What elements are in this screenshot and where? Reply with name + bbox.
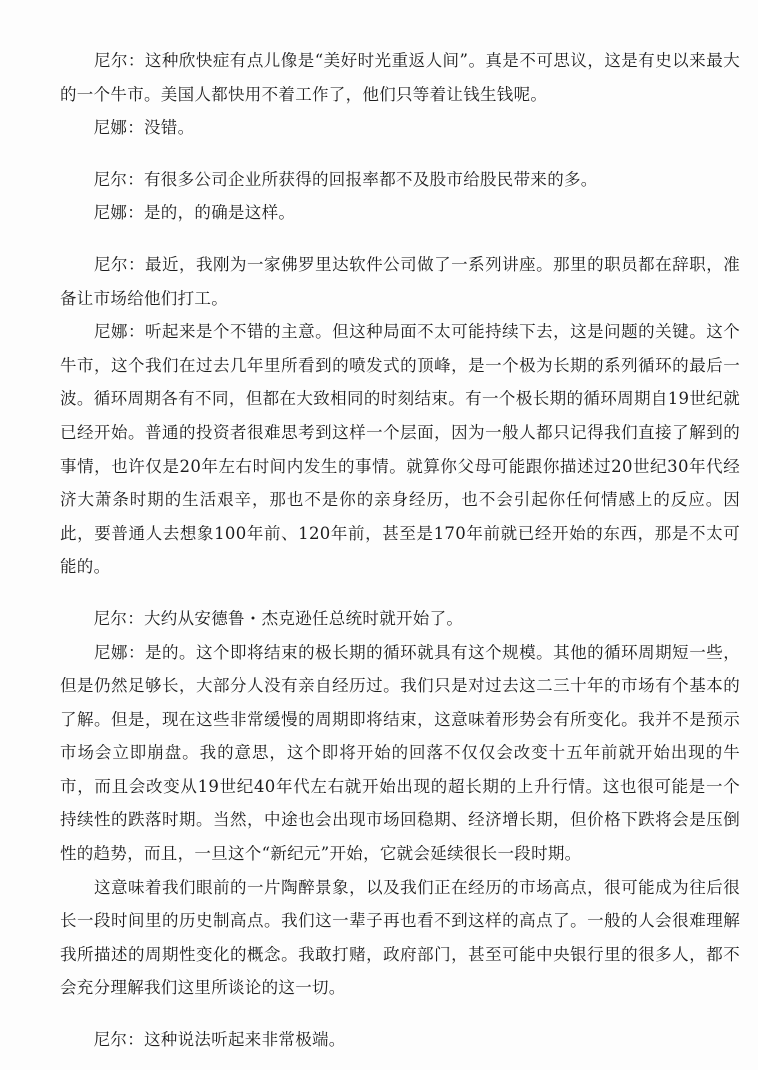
paragraph-nina-4: 尼娜：是的。这个即将结束的极长期的循环就具有这个规模。其他的循环周期短一些，但是仍然足够长，大部分人没有亲自经历过。我们只是对过去这二三十年的市场有个基本的了解。但是，现在这些非常缓慢的周期即将结束，这意味着形势会有所变化。我并不是预示市场会立即崩盘。我的意思，这个即将开始的回落不仅仅会改变十五年前就开始出现的牛市，而且会改变从19世纪40年代左右就开始出现的超长期的上升行情。这也很可能是一个持续性的跌落时期。当然，中途也会出现市场回稳期、经济增长期，但价格下跌将会是压倒性的趋势，而且，一旦这个“新纪元”开始，它就会延续很长一段时期。 [60, 642, 740, 864]
dialogue-text-block [60, 44, 740, 1057]
paragraph-gap [60, 584, 740, 602]
paragraph-neil-4: 尼尔：大约从安德鲁・杰克逊任总统时就开始了。 [60, 608, 464, 628]
paragraph-gap [60, 230, 740, 248]
paragraph-gap [60, 1005, 740, 1023]
paragraph-nina-1: 尼娜：没错。 [60, 118, 195, 138]
paragraph-neil-2: 尼尔：有很多公司企业所获得的回报率都不及股市给股民带来的多。 [60, 169, 598, 189]
paragraph-neil-3: 尼尔：最近，我刚为一家佛罗里达软件公司做了一系列讲座。那里的职员都在辞职，准备让市场给他们打工。 [60, 254, 740, 308]
paragraph-nina-continued: 这意味着我们眼前的一片陶醉景象，以及我们正在经历的市场高点，很可能成为往后很长一段时间里的历史制高点。我们这一辈子再也看不到这样的高点了。一般的人会很难理解我所描述的周期性变化的概念。我敢打赌，政府部门，甚至可能中央银行里的很多人，都不会充分理解我们这里所谈论的这一切。 [60, 877, 740, 998]
paragraph-neil-1: 尼尔：这种欣快症有点儿像是“美好时光重返人间”。真是不可思议，这是有史以来最大的一个牛市。美国人都快用不着工作了，他们只等着让钱生钱呢。 [60, 51, 740, 104]
paragraph-neil-5: 尼尔：这种说法听起来非常极端。 [60, 1030, 346, 1050]
paragraph-nina-3: 尼娜：听起来是个不错的主意。但这种局面不太可能持续下去，这是问题的关键。这个牛市，这个我们在过去几年里所看到的喷发式的顶峰，是一个极为长期的系列循环的最后一波。循环周期各有不同，但都在大致相同的时刻结束。有一个极长期的循环周期自19世纪就已经开始。普通的投资者很难思考到这样一个层面，因为一般人都只记得我们直接了解到的事情，也许仅是20年左右时间内发生的事情。就算你父母可能跟你描述过20世纪30年代经济大萧条时期的生活艰辛，那也不是你的亲身经历，也不会引起你任何情感上的反应。因此，要普通人去想象100年前、120年前，甚至是170年前就已经开始的东西，那是不太可能的。 [60, 322, 740, 577]
paragraph-nina-2: 尼娜：是的，的确是这样。 [60, 203, 296, 223]
paragraph-gap [60, 145, 740, 163]
